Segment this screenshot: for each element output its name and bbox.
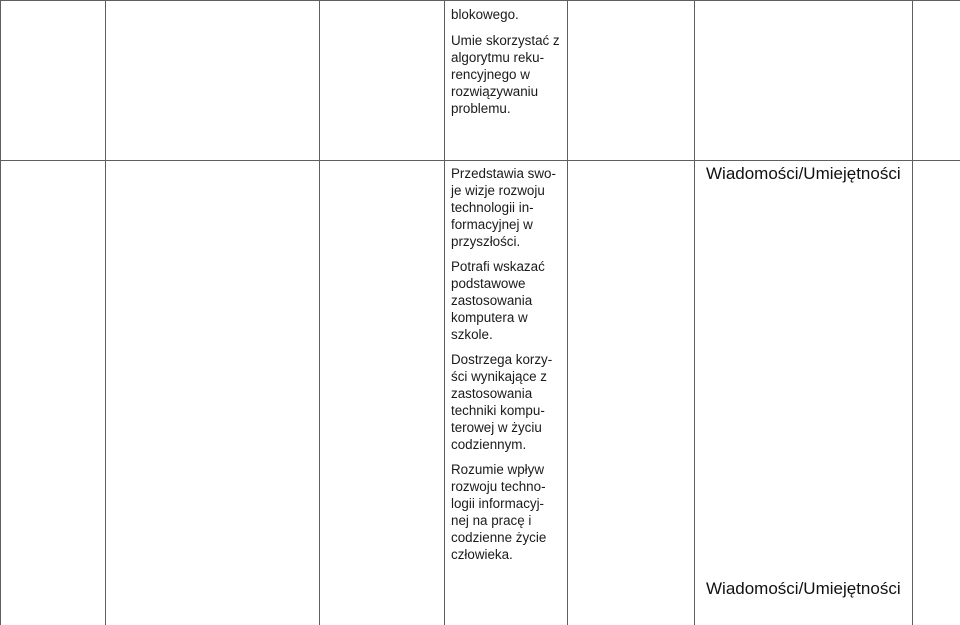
table-cell [568,161,695,625]
table-cell [320,161,445,625]
table-cell [1,1,106,161]
table-cell [106,1,320,161]
category-label-top: Wiadomości/Umiejętności [706,164,901,183]
table-cell [320,1,445,161]
category-label-bottom: Wiadomości/Umiejętności [706,579,901,598]
cell-text-top [445,1,567,117]
table-row [1,1,960,161]
table-cell [106,161,320,625]
text-paragraph: Dostrzega korzy- ści wynikające z zastosowania techniki kompu- terowej w życiu codziennym. [451,352,553,452]
table-cell [568,1,695,161]
text-paragraph: Umie skorzystać z algorytmu reku- rencyjnego w rozwiązywaniu problemu. [451,33,560,116]
text-paragraph: Przedstawia swo- je wizje rozwoju technologii in- formacyjnej w przyszłości. [451,166,556,249]
table-cell [1,161,106,625]
table-cell [913,1,960,161]
text-line: blokowego. [451,7,519,22]
table-cell [445,161,568,625]
table-cell [695,161,913,625]
table-cell [445,1,568,161]
text-paragraph: Rozumie wpływ rozwoju techno- logii informacyj- nej na pracę i codzienne życie człowieka. [451,462,547,562]
table-cell [913,161,960,625]
table-cell [695,1,913,161]
text-paragraph: Potrafi wskazać podstawowe zastosowania komputera w szkole. [451,259,545,342]
cell-text-bottom [445,161,567,563]
table-row [1,161,960,625]
